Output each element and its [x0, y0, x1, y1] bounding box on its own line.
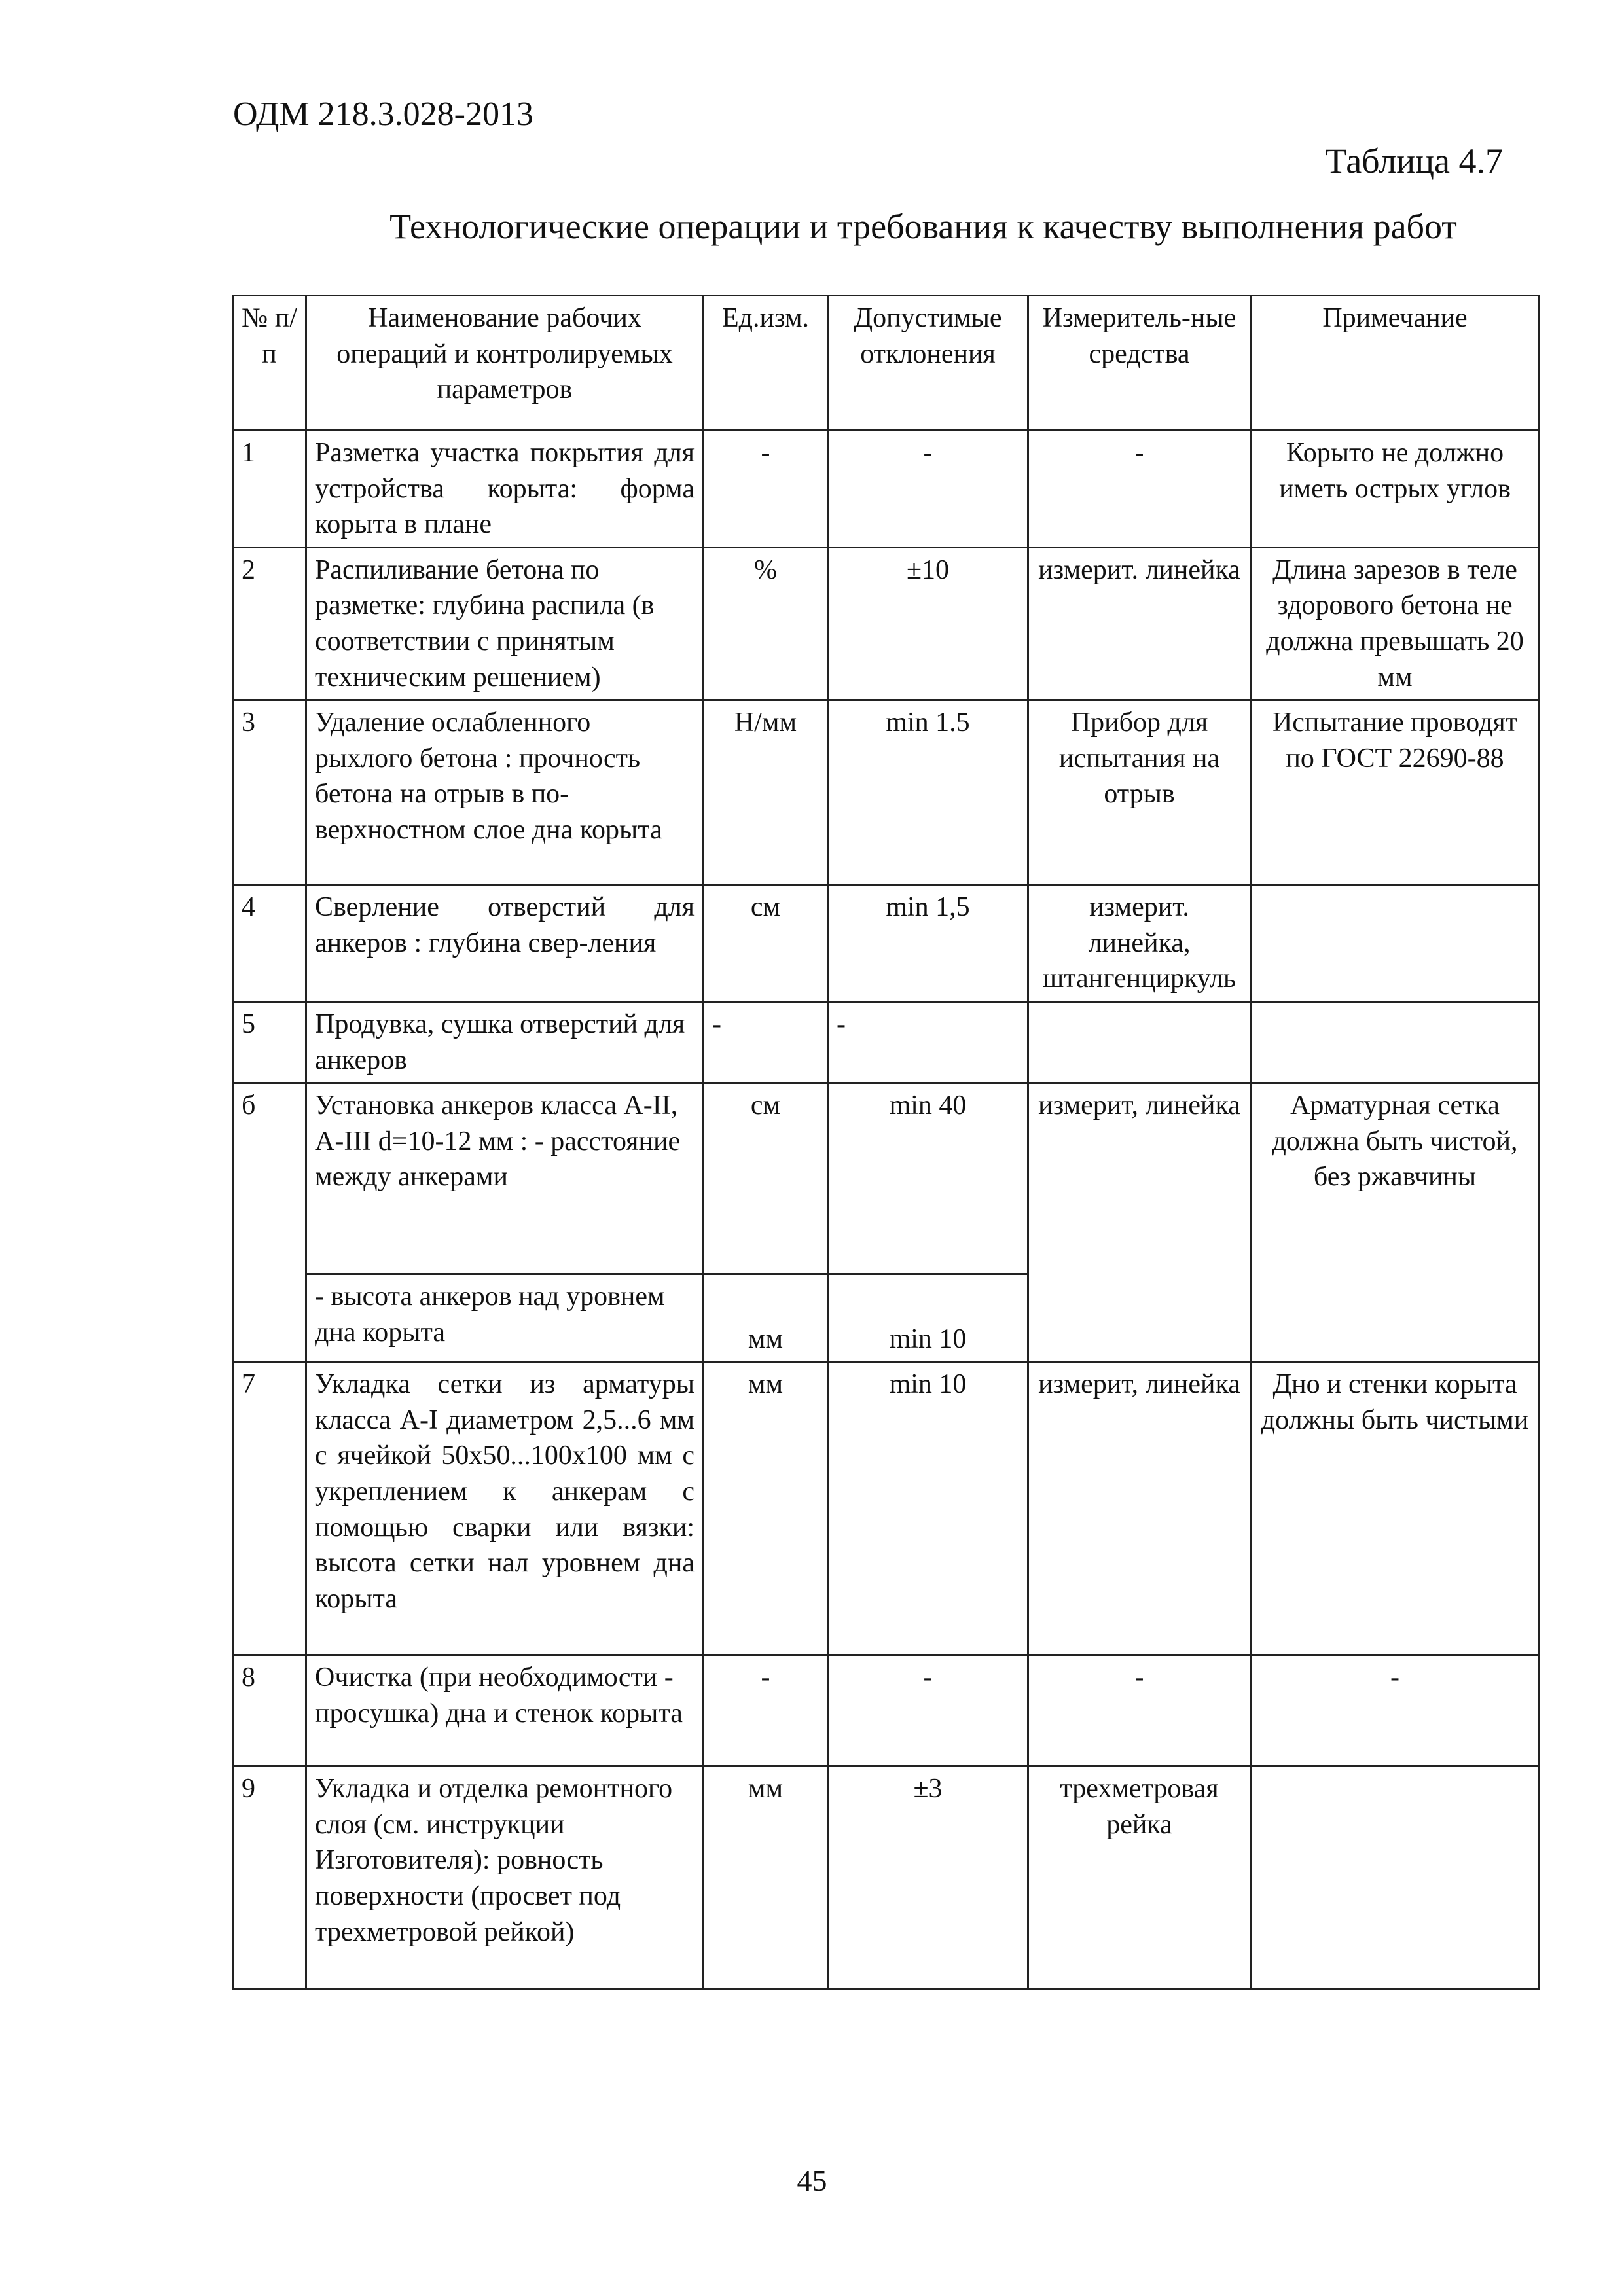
row-tools: Прибор для испытания на отрыв [1028, 700, 1251, 885]
row-note [1251, 1001, 1540, 1083]
row-name: Сверление отверстий для анкеров : глубина свер-ления [306, 885, 704, 1002]
table-row [233, 547, 1540, 700]
row-num: 1 [233, 431, 306, 548]
row-tolerance: - [828, 1001, 1028, 1083]
row-unit: см [704, 1083, 828, 1274]
row-note: - [1251, 1655, 1540, 1767]
row-unit: - [704, 1001, 828, 1083]
row-tools: - [1028, 1655, 1251, 1767]
row-num: б [233, 1083, 306, 1362]
row-tolerance: min 10 [828, 1362, 1028, 1655]
row-tolerance: min 40 [828, 1083, 1028, 1274]
table-row [233, 431, 1540, 548]
row-name: Укладка сетки из арматуры класса А-I диаметром 2,5...6 мм с ячейкой 50x50...100x100 мм с укреплением к анкерам с помощью сварки или вязки: высота сетки нал уровнем дна корыта [306, 1362, 704, 1655]
table-row [233, 1001, 1540, 1083]
row-tools: - [1028, 431, 1251, 548]
table-header-row [233, 296, 1540, 431]
row-name: Продувка, сушка отверстий для анкеров [306, 1001, 704, 1083]
row-name: Укладка и отделка ремонтного слоя (см. инструкции Изготовителя): ровность поверхности (просвет под трехметровой рейкой) [306, 1767, 704, 1989]
row-tolerance: ±3 [828, 1767, 1028, 1989]
row-note: Испытание проводят по ГОСТ 22690-88 [1251, 700, 1540, 885]
row-name: - высота анкеров над уровнем дна корыта [306, 1274, 704, 1362]
row-note: Арматурная сетка должна быть чистой, без ржавчины [1251, 1083, 1540, 1362]
row-name: Распиливание бетона по разметке: глубина распила (в соответствии с принятым техническим решением) [306, 547, 704, 700]
operations-table [232, 295, 1540, 1990]
row-note: Длина зарезов в теле здорового бетона не должна превышать 20 мм [1251, 547, 1540, 700]
row-note [1251, 1767, 1540, 1989]
row-tools: измерит, линейка [1028, 1083, 1251, 1362]
header-num: № п/п [233, 296, 306, 431]
page-number: 45 [797, 2164, 827, 2197]
row-tolerance: - [828, 431, 1028, 548]
table-title: Технологические операции и требования к качеству выполнения работ [389, 207, 1457, 246]
table-label: Таблица 4.7 [1325, 141, 1503, 181]
row-num: 2 [233, 547, 306, 700]
row-num: 5 [233, 1001, 306, 1083]
header-note: Примечание [1251, 296, 1540, 431]
row-name: Разметка участка покрытия для устройства корыта: форма корыта в плане [306, 431, 704, 548]
row-tolerance: min 1,5 [828, 885, 1028, 1002]
row-num: 9 [233, 1767, 306, 1989]
row-unit: % [704, 547, 828, 700]
table-row [233, 1767, 1540, 1989]
row-tools [1028, 1001, 1251, 1083]
row-num: 7 [233, 1362, 306, 1655]
row-unit: - [704, 431, 828, 548]
table-row [233, 700, 1540, 885]
table-row [233, 1362, 1540, 1655]
row-unit: мм [704, 1362, 828, 1655]
row-note: Корыто не должно иметь острых углов [1251, 431, 1540, 548]
header-name: Наименование рабочих операций и контролируемых параметров [306, 296, 704, 431]
row-unit: Н/мм [704, 700, 828, 885]
row-tolerance: min 1.5 [828, 700, 1028, 885]
row-tools: трехметровая рейка [1028, 1767, 1251, 1989]
row-name: Удаление ослабленного рыхлого бетона : прочность бетона на отрыв в по-верхностном слое дна корыта [306, 700, 704, 885]
header-unit: Ед.изм. [704, 296, 828, 431]
row-tolerance: - [828, 1655, 1028, 1767]
row-num: 3 [233, 700, 306, 885]
row-tools: измерит, линейка [1028, 1362, 1251, 1655]
row-tools: измерит. линейка [1028, 547, 1251, 700]
row-note [1251, 885, 1540, 1002]
row-unit: мм [704, 1767, 828, 1989]
table-row [233, 1083, 1540, 1274]
row-tolerance: ±10 [828, 547, 1028, 700]
row-name: Установка анкеров класса А-II, А-III d=10-12 мм : - расстояние между анкерами [306, 1083, 704, 1274]
row-note: Дно и стенки корыта должны быть чистыми [1251, 1362, 1540, 1655]
table-row [233, 1655, 1540, 1767]
row-tolerance: min 10 [828, 1274, 1028, 1362]
header-tools: Измеритель-ные средства [1028, 296, 1251, 431]
row-unit: мм [704, 1274, 828, 1362]
document-code: ОДМ 218.3.028-2013 [233, 96, 533, 133]
table-row [233, 885, 1540, 1002]
row-num: 8 [233, 1655, 306, 1767]
row-unit: см [704, 885, 828, 1002]
row-unit: - [704, 1655, 828, 1767]
row-num: 4 [233, 885, 306, 1002]
header-tolerance: Допустимые отклонения [828, 296, 1028, 431]
row-tools: измерит. линейка, штангенциркуль [1028, 885, 1251, 1002]
row-name: Очистка (при необходимости - просушка) дна и стенок корыта [306, 1655, 704, 1767]
